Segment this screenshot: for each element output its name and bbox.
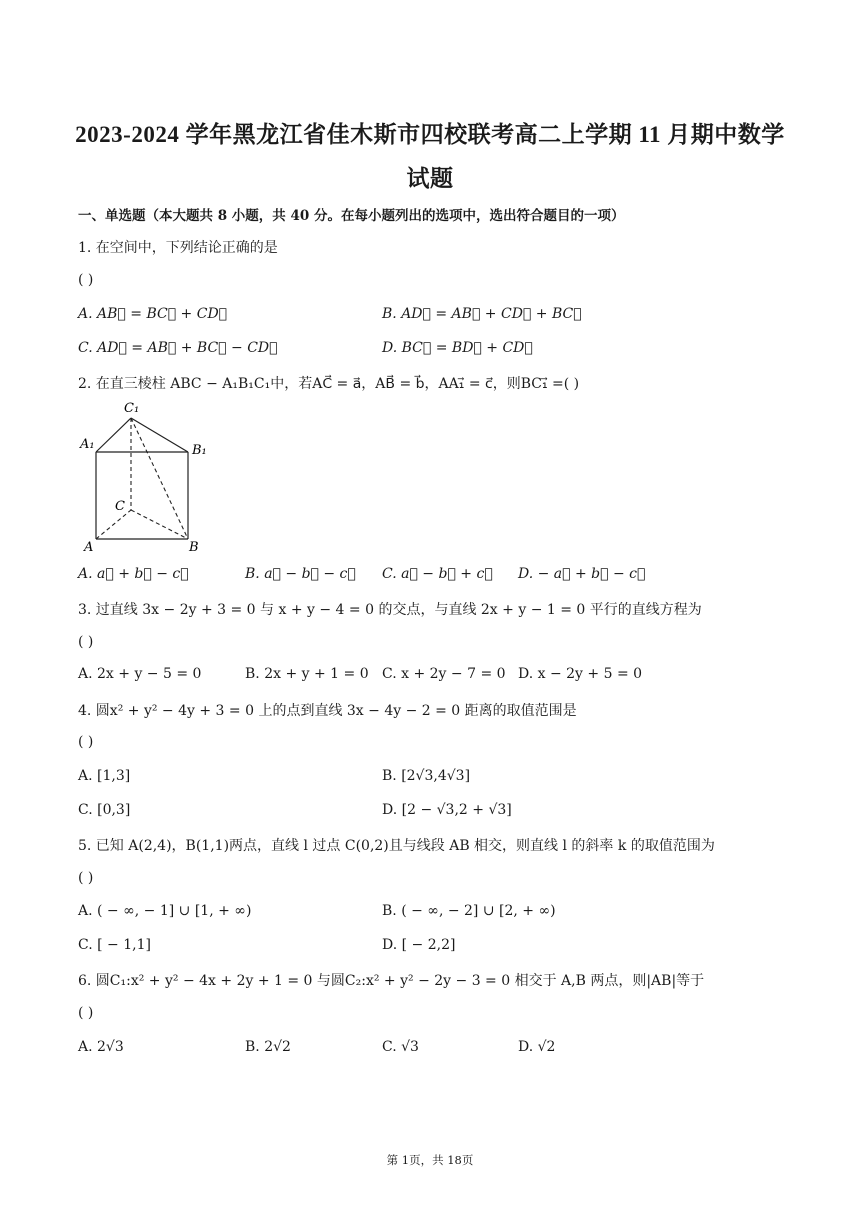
label-a: A [84,540,94,555]
label-c1: C₁ [124,401,140,416]
q1-option-c: C. AD⃗ = AB⃗ + BC⃗ − CD⃗ [78,340,278,356]
q6-option-a: A. 2√3 [78,1039,124,1055]
q4-option-b: B. [2√3,4√3] [382,768,471,784]
q5-option-b: B. ( − ∞, − 2] ∪ [2, + ∞) [382,903,556,919]
label-b1: B₁ [192,443,207,458]
question-2-stem: 2. 在直三棱柱 ABC − A₁B₁C₁中，若AC⃗ = a⃗，AB⃗ = b⃗，AA₁⃗ = c⃗，则BC₁⃗ =( ) [78,376,580,392]
q1-option-b: B. AD⃗ = AB⃗ + CD⃗ + BC⃗ [382,306,582,322]
q2-option-a: A. a⃗ + b⃗ − c⃗ [78,566,189,582]
q5-option-a: A. ( − ∞, − 1] ∪ [1, + ∞) [78,903,252,919]
q4-option-c: C. [0,3] [78,802,131,818]
page-footer: 第 1页，共 18页 [386,1153,474,1167]
q3-option-d: D. x − 2y + 5 = 0 [518,666,643,682]
question-4-answer-paren: ( ) [78,734,94,750]
q3-option-c: C. x + 2y − 7 = 0 [382,666,506,682]
question-3-answer-paren: ( ) [78,634,94,650]
exam-title-line1: 2023-2024 学年黑龙江省佳木斯市四校联考高二上学期 11 月期中数学 [75,122,785,147]
prism-figure [78,398,218,556]
q6-option-b: B. 2√2 [245,1039,291,1055]
label-c: C [115,499,125,514]
label-a1: A₁ [80,437,95,452]
q2-option-d: D. − a⃗ + b⃗ − c⃗ [518,566,646,582]
q3-option-b: B. 2x + y + 1 = 0 [245,666,369,682]
section-heading: 一、单选题（本大题共 8 小题，共 40 分。在每小题列出的选项中，选出符合题目的一项） [78,208,625,224]
q6-option-d: D. √2 [518,1039,556,1055]
question-5-answer-paren: ( ) [78,870,94,886]
question-6-answer-paren: ( ) [78,1005,94,1021]
q5-option-c: C. [ − 1,1] [78,937,151,953]
q1-option-d: D. BC⃗ = BD⃗ + CD⃗ [382,340,533,356]
label-b: B [189,540,199,555]
q5-option-d: D. [ − 2,2] [382,937,456,953]
exam-title-line2: 试题 [406,166,454,191]
question-3-stem: 3. 过直线 3x − 2y + 3 = 0 与 x + y − 4 = 0 的交点，与直线 2x + y − 1 = 0 平行的直线方程为 [78,602,702,618]
q3-option-a: A. 2x + y − 5 = 0 [78,666,202,682]
q6-option-c: C. √3 [382,1039,419,1055]
q2-option-c: C. a⃗ − b⃗ + c⃗ [382,566,493,582]
question-5-stem: 5. 已知 A(2,4)，B(1,1)两点，直线 l 过点 C(0,2)且与线段 AB 相交，则直线 l 的斜率 k 的取值范围为 [78,838,715,854]
q4-option-a: A. [1,3] [78,768,131,784]
question-1-answer-paren: ( ) [78,272,94,288]
q4-option-d: D. [2 − √3,2 + √3] [382,802,512,818]
q2-option-b: B. a⃗ − b⃗ − c⃗ [245,566,356,582]
question-1-stem: 1. 在空间中，下列结论正确的是 [78,240,278,256]
question-4-stem: 4. 圆x² + y² − 4y + 3 = 0 上的点到直线 3x − 4y − 2 = 0 距离的取值范围是 [78,703,577,719]
question-6-stem: 6. 圆C₁:x² + y² − 4x + 2y + 1 = 0 与圆C₂:x² + y² − 2y − 3 = 0 相交于 A,B 两点，则|AB|等于 [78,973,705,989]
q1-option-a: A. AB⃗ = BC⃗ + CD⃗ [78,306,228,322]
